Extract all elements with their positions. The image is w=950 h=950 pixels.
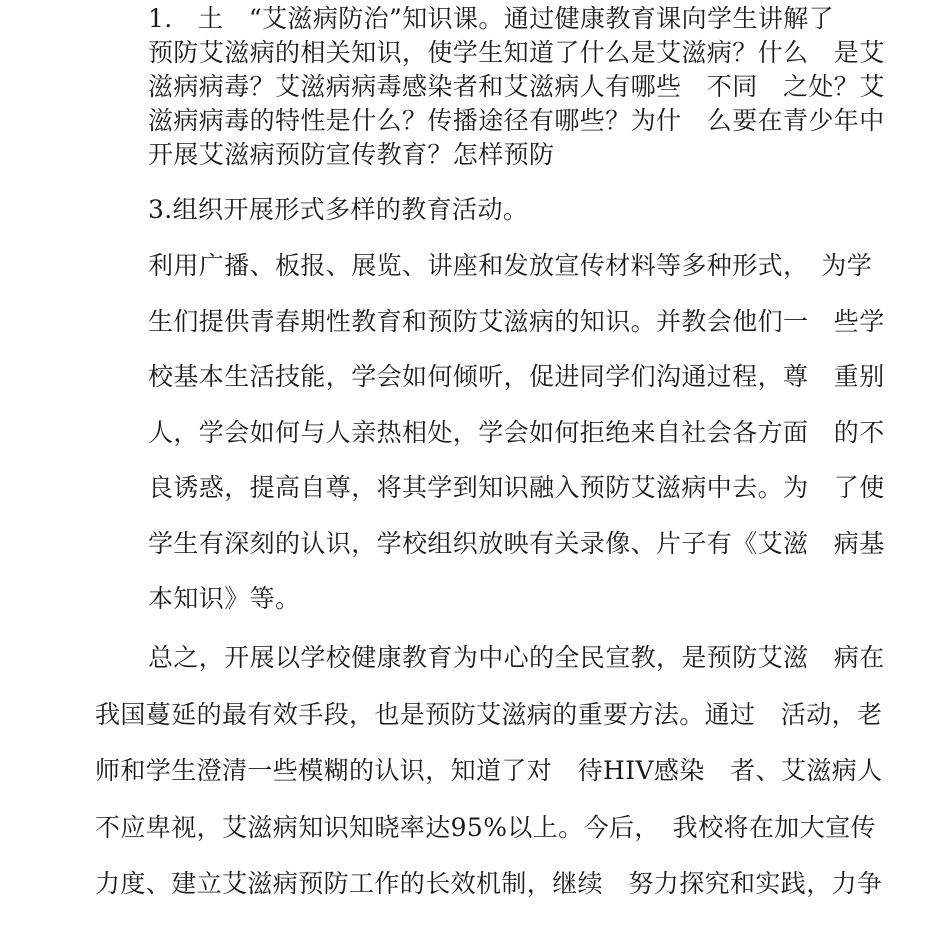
summary-paragraph: [95, 638, 885, 921]
text-line: 不应卑视，艾滋病知识知晓率达95%以上。今后， 我校将在加大宣传: [95, 812, 876, 842]
activities-paragraph: [148, 246, 885, 635]
text-line: 开展艾滋病预防宣传教育？怎样预防: [148, 140, 555, 169]
text-line: 预防艾滋病的相关知识，使学生知道了什么是艾滋病？什么 是艾: [148, 38, 885, 67]
text-line: 校基本生活技能，学会如何倾听，促进同学们沟通过程，尊 重别: [148, 362, 885, 391]
text-line: 1. 土 “艾滋病防治”知识课。通过健康教育课向学生讲解了: [148, 4, 835, 33]
text-line: 师和学生澄清一些模糊的认识，知道了对 待HIV感染 者、艾滋病人: [95, 756, 883, 785]
text-line: 我国蔓延的最有效手段，也是预防艾滋病的重要方法。通过 活动，老: [95, 699, 883, 729]
text-line: 本知识》等。: [148, 584, 301, 613]
text-line: 利用广播、板报、展览、讲座和发放宣传材料等多种形式， 为学: [148, 251, 873, 280]
text-line: 生们提供青春期性教育和预防艾滋病的知识。并教会他们一 些学: [148, 306, 885, 336]
text-line: 总之，开展以学校健康教育为中心的全民宣教，是预防艾滋 病在: [148, 643, 885, 672]
text-line: 滋病病毒？艾滋病病毒感染者和艾滋病人有哪些 不同 之处？艾: [148, 72, 885, 101]
text-line: 学生有深刻的认识，学校组织放映有关录像、片子有《艾滋 病基: [148, 528, 885, 558]
item-1-paragraph: [148, 2, 885, 172]
text-line: 滋病病毒的特性是什么？传播途径有哪些？为什 么要在青少年中: [148, 106, 885, 135]
item-3-heading: 3.组织开展形式多样的教育活动。: [148, 195, 529, 224]
text-line: 人，学会如何与人亲热相处，学会如何拒绝来自社会各方面 的不: [148, 417, 885, 447]
text-line: 良诱惑，提高自尊，将其学到知识融入预防艾滋病中去。为 了使: [148, 473, 885, 502]
text-line: 力度、建立艾滋病预防工作的长效机制，继续 努力探究和实践，力争: [95, 869, 883, 898]
